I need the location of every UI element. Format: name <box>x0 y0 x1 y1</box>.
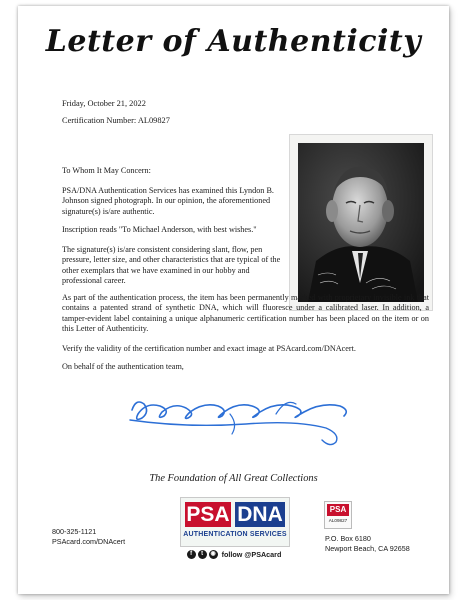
examination-paragraph: PSA/DNA Authentication Services has examined this Lyndon B. Johnson signed photograph. In our opinion, the aforementioned signature(s) is/are authentic. <box>62 186 274 216</box>
contact-info-left <box>52 527 125 547</box>
psa-dna-logo <box>180 497 290 547</box>
contact-info-right <box>325 534 410 554</box>
psa-logo-text: PSA <box>186 503 230 526</box>
authentication-process-paragraph: As part of the authentication process, the item has been permanently marked with proprietary invisible ink that contains a patented strand of synthetic DNA, which will fluoresce under a calibrated laser. In addition, a tamper-evident label containing a unique alphanumeric certification number has been placed on the item or on this Letter of Authenticity. <box>62 293 429 333</box>
salutation: To Whom It May Concern: <box>62 166 151 175</box>
label-number: AL09827 <box>328 518 348 523</box>
twitter-icon[interactable]: t <box>198 550 207 559</box>
letter-sheet <box>18 6 449 594</box>
authenticator-signature <box>126 384 356 448</box>
facebook-icon[interactable]: f <box>187 550 196 559</box>
certification-number: Certification Number: AL09827 <box>62 116 170 125</box>
tamper-evident-label <box>324 501 352 529</box>
po-box: P.O. Box 6180 <box>325 534 371 543</box>
dna-logo-text: DNA <box>235 502 285 527</box>
social-handle[interactable]: @PSAcard <box>244 550 282 559</box>
social-follow-row <box>180 550 288 559</box>
letter-title: Letter of Authenticity <box>45 24 422 59</box>
inscription-paragraph: Inscription reads "To Michael Anderson, with best wishes." <box>62 225 257 234</box>
closing-line: On behalf of the authentication team, <box>62 362 184 371</box>
follow-label: follow <box>221 550 243 559</box>
phone-number: 800-325-1121 <box>52 527 97 536</box>
consistency-paragraph: The signature(s) is/are consistent considering slant, flow, pen pressure, letter size, and other characteristics that are typical of the other exemplars that we have examined in our hobby and professional career. <box>62 245 281 285</box>
label-brand: PSA <box>327 504 349 516</box>
foundation-tagline: The Foundation of All Great Collections <box>149 473 318 484</box>
authentication-services-text: AUTHENTICATION SERVICES <box>183 531 287 538</box>
letter-date: Friday, October 21, 2022 <box>62 99 146 108</box>
portrait-image <box>298 143 424 302</box>
website-link[interactable]: PSAcard.com/DNAcert <box>52 537 126 546</box>
instagram-icon[interactable]: ◉ <box>210 551 216 557</box>
city-address: Newport Beach, CA 92658 <box>325 544 410 553</box>
verification-paragraph: Verify the validity of the certification number and exact image at PSAcard.com/DNAcert. <box>62 344 356 353</box>
signed-photograph <box>289 134 433 311</box>
